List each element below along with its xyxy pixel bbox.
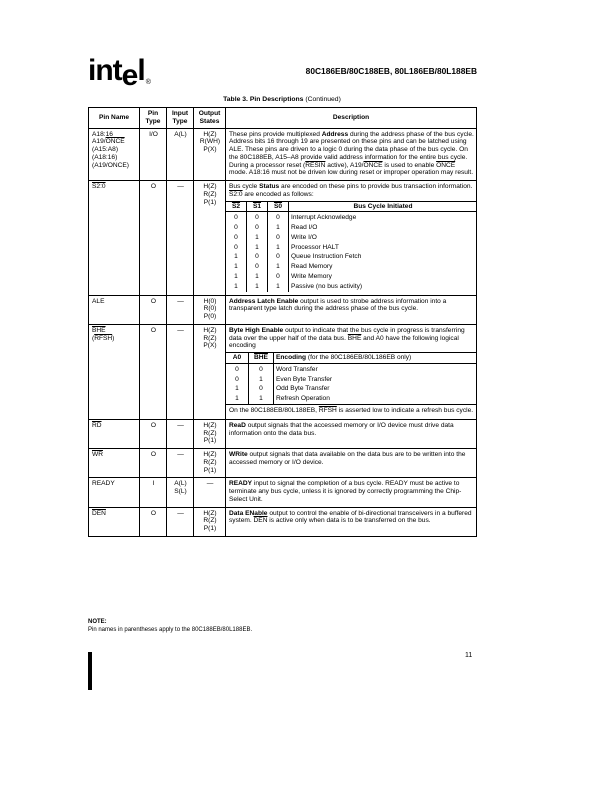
encoding-row: 1 0 1 Read Memory: [226, 262, 477, 272]
table-row: [89, 449, 477, 478]
table-note: [88, 619, 252, 635]
pin-type-cell: O: [140, 507, 167, 536]
encoding-row: 1 1 1 Passive (no bus activity): [226, 282, 477, 292]
encoding-header: S2: [226, 201, 247, 212]
table-row: [89, 128, 477, 181]
output-states-cell: H(Z) R(Z) P(1): [194, 449, 226, 478]
encoding-row: 1 0 0 Queue Instruction Fetch: [226, 252, 477, 262]
description-after-text: On the 80C188EB/80L188EB, RFSH is asserted low to indicate a refresh bus cycle.: [226, 404, 477, 416]
col-input-type: Input Type: [167, 108, 194, 129]
encoding-row: 1 1 Refresh Operation: [226, 394, 477, 404]
output-states-cell: H(Z) R(Z) P(1): [194, 419, 226, 448]
encoding-table: [226, 352, 477, 404]
pin-name: (RFSH): [92, 334, 115, 342]
encoding-row: 0 0 0 Interrupt Acknowledge: [226, 212, 477, 223]
note-heading: NOTE:: [88, 619, 107, 625]
pin-type-cell: O: [140, 181, 167, 295]
pin-name: $\overline{BHE}$: [92, 326, 106, 334]
pin-name-cell: [89, 478, 140, 507]
description-cell: [226, 181, 477, 295]
pin-type-cell: O: [140, 449, 167, 478]
encoding-header: S1: [247, 201, 268, 212]
pin-name: $\overline{RD}$: [92, 421, 102, 429]
pin-name: ALE: [92, 297, 105, 305]
description-cell: [226, 478, 477, 507]
pin-name-cell: [89, 295, 140, 324]
pin-name-cell: [89, 449, 140, 478]
output-states-cell: H(Z) R(Z) P(X): [194, 324, 226, 419]
encoding-row: 1 0 Odd Byte Transfer: [226, 384, 477, 394]
pin-name: (A19/ONCE): [92, 161, 130, 169]
document-title: 80C186EB/80C188EB, 80L186EB/80L188EB: [305, 66, 477, 76]
encoding-row: 0 0 Word Transfer: [226, 363, 477, 374]
pin-name: $\overline{WR}$: [92, 451, 103, 459]
page-number: 11: [465, 652, 473, 659]
table-caption: Table 3. Pin Descriptions (Continued): [223, 96, 341, 103]
description-text: Data ENable output to control the enable of bi-directional transceivers in a buffered system. $\overline{DEN}$ is active only when data is to be transferred on the bus.: [229, 509, 472, 525]
input-type-cell: —: [167, 449, 194, 478]
pin-descriptions-table: [88, 107, 477, 537]
pin-name-cell: [89, 507, 140, 536]
col-output-states: Output States: [194, 108, 226, 129]
table-row: [89, 295, 477, 324]
margin-bar: [88, 652, 92, 690]
pin-name: S2:0: [92, 183, 106, 191]
pin-name-cell: [89, 324, 140, 419]
input-type-cell: —: [167, 507, 194, 536]
description-text: Address Latch Enable output is used to strobe address information into a transparent type latch during the address phase of the bus cycle.: [229, 297, 447, 313]
description-cell: [226, 128, 477, 181]
col-description: Description: [226, 108, 477, 129]
input-type-cell: —: [167, 324, 194, 419]
pin-type-cell: O: [140, 419, 167, 448]
output-states-cell: —: [194, 478, 226, 507]
description-text: These pins provide multiplexed Address during the address phase of the bus cycle. Address bits 16 through 19 are presented on these pins and can be latched using ALE. These pins are driven to a logic 0 during the data phase of the bus cycle. On the 80C188EB, A15–A8 provide valid address information for the entire bus cycle. During a processor reset (RESIN active), A19/ONCE is used to enable ONCE mode. A18:16 must not be driven low during reset or improper operation may result.: [229, 130, 474, 177]
pin-name-cell: [89, 181, 140, 295]
output-states-cell: H(Z) R(Z) P(1): [194, 507, 226, 536]
table-row: [89, 324, 477, 419]
description-cell: [226, 324, 477, 419]
encoding-row: 0 0 1 Read I/O: [226, 223, 477, 233]
table-header-row: [89, 108, 477, 129]
encoding-header: A0: [226, 353, 249, 364]
description-cell: [226, 419, 477, 448]
pin-name: READY: [92, 480, 115, 488]
encoding-row: 1 1 0 Write Memory: [226, 272, 477, 282]
encoding-row: 0 1 1 Processor HALT: [226, 243, 477, 253]
pin-type-cell: O: [140, 295, 167, 324]
description-text: Bus cycle Status are encoded on these pins to provide bus transaction information. S2:0 are encoded as follows:: [229, 183, 473, 198]
note-text: Pin names in parentheses apply to the 80C188EB/80L188EB.: [88, 626, 253, 633]
intel-logo: intel®: [88, 54, 150, 92]
output-states-cell: H(0) R(0) P(0): [194, 295, 226, 324]
encoding-table: [226, 201, 477, 292]
pin-type-cell: I/O: [140, 128, 167, 181]
input-type-cell: —: [167, 419, 194, 448]
description-text: WRite output signals that data available on the data bus are to be written into the accessed memory or I/O device.: [229, 451, 466, 466]
pin-type-cell: O: [140, 324, 167, 419]
encoding-header: Encoding (for the 80C186EB/80L186EB only): [274, 353, 478, 364]
pin-name: (A15:A8): [92, 146, 119, 154]
pin-name: A18:16: [92, 130, 113, 138]
encoding-header: Bus Cycle Initiated: [289, 201, 478, 212]
col-pin-type: Pin Type: [140, 108, 167, 129]
output-states-cell: H(Z) R(WH) P(X): [194, 128, 226, 181]
pin-type-cell: I: [140, 478, 167, 507]
pin-name: (A18:16): [92, 153, 118, 161]
input-type-cell: A(L): [167, 128, 194, 181]
table-row: [89, 507, 477, 536]
encoding-header: $\overline{BHE}$: [249, 353, 274, 364]
table-row: [89, 478, 477, 507]
description-text: ReaD output signals that the accessed memory or I/O device must drive data information onto the data bus.: [229, 421, 454, 437]
description-cell: [226, 449, 477, 478]
pin-name: A19/ONCE: [92, 138, 125, 146]
output-states-cell: H(Z) R(Z) P(1): [194, 181, 226, 295]
description-cell: [226, 507, 477, 536]
encoding-row: 0 1 Even Byte Transfer: [226, 375, 477, 385]
description-text: Byte High Enable output to indicate that the bus cycle in progress is transferring data over the upper half of the data bus. $\overline{BHE}$ and A0 have the following logical encoding: [229, 326, 465, 350]
pin-name-cell: [89, 419, 140, 448]
pin-name: $\overline{DEN}$: [92, 509, 106, 517]
description-cell: [226, 295, 477, 324]
table-row: [89, 419, 477, 448]
description-text: READY input to signal the completion of a bus cycle. READY must be active to terminate any bus cycle, unless it is ignored by correctly programming the Chip-Select Unit.: [229, 480, 462, 503]
input-type-cell: —: [167, 181, 194, 295]
input-type-cell: —: [167, 295, 194, 324]
table-row: [89, 181, 477, 295]
input-type-cell: A(L) S(L): [167, 478, 194, 507]
col-pin-name: Pin Name: [89, 108, 140, 129]
pin-name-cell: [89, 128, 140, 181]
encoding-header: S0: [268, 201, 289, 212]
encoding-row: 0 1 0 Write I/O: [226, 233, 477, 243]
